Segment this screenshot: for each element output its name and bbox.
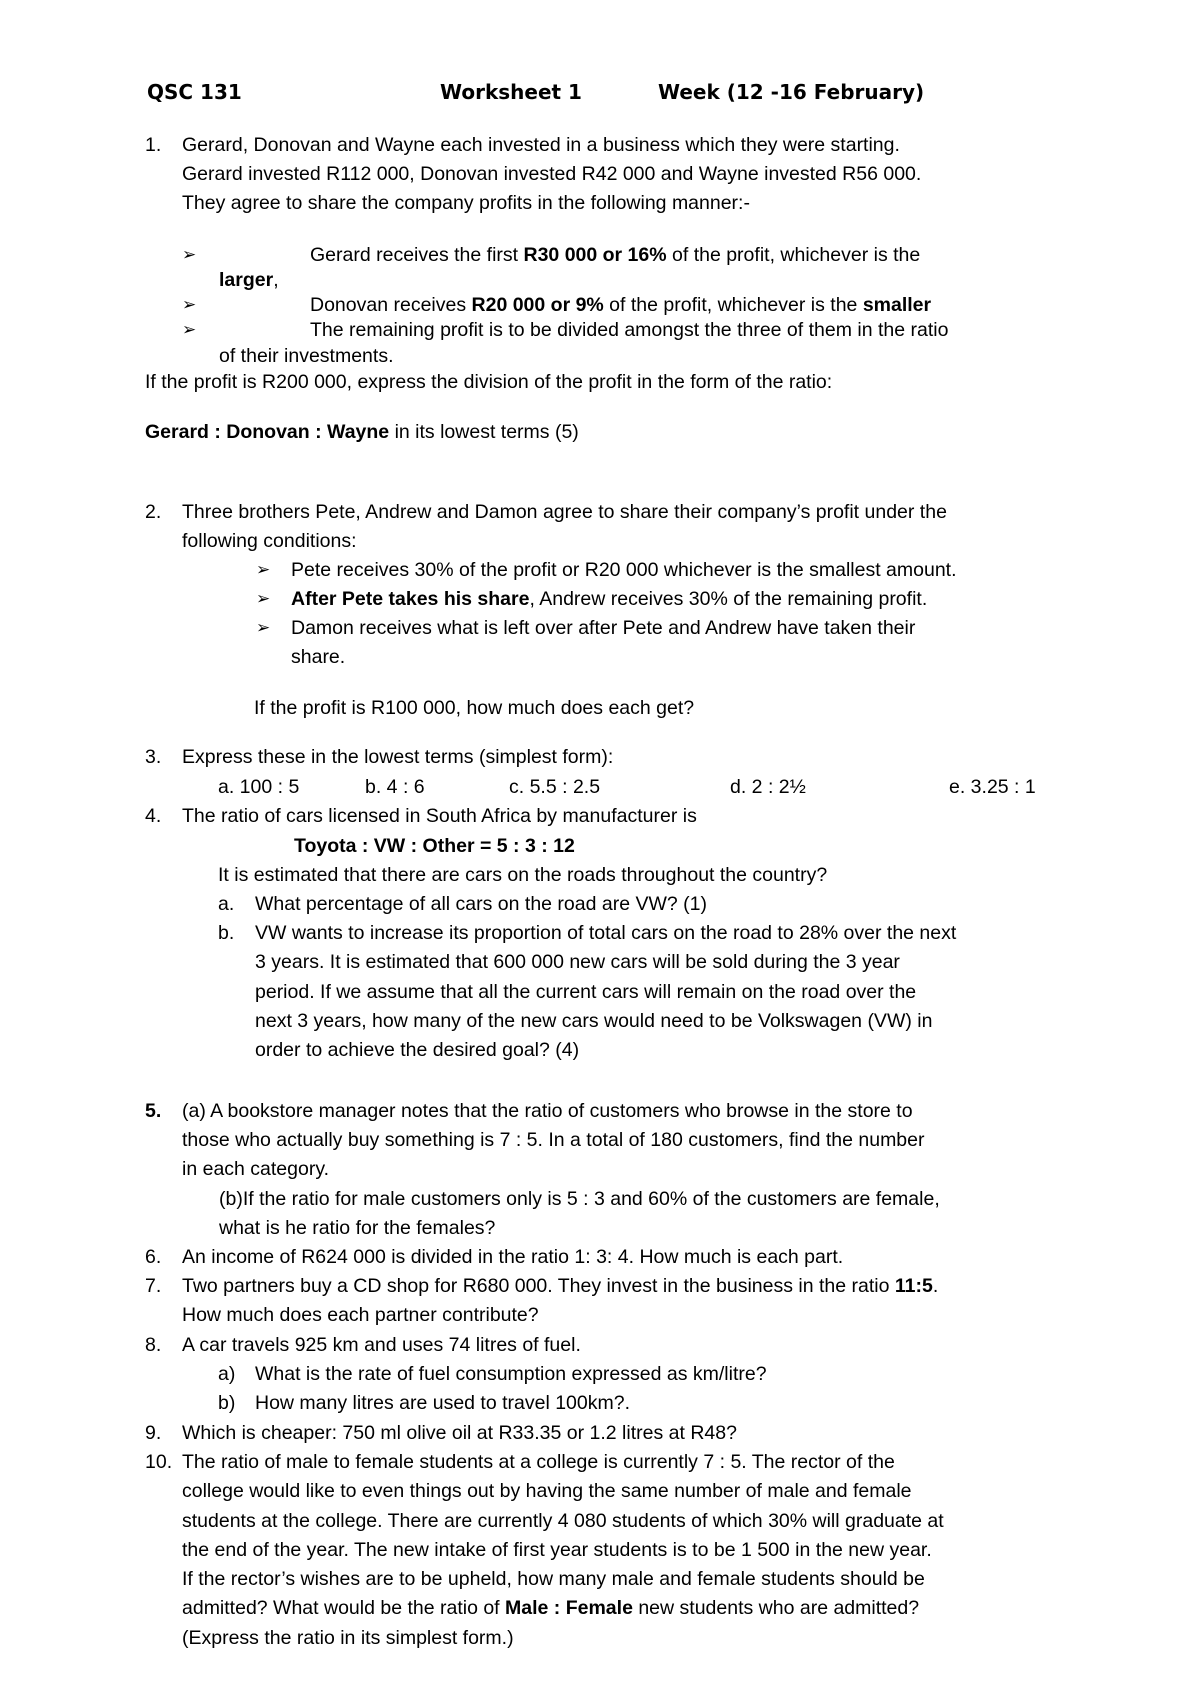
q3-item-e: e. 3.25 : 1: [949, 776, 1036, 798]
q5-a-line-1: (a) A bookstore manager notes that the ratio of customers who browse in the store to: [182, 1100, 913, 1122]
q8-number: 8.: [145, 1334, 162, 1356]
bullet-arrow-icon: ➢: [182, 245, 197, 264]
q8-b-text: How many litres are used to travel 100km?.: [255, 1392, 630, 1414]
q2-bullet-3: Damon receives what is left over after Pete and Andrew have taken their: [291, 617, 916, 639]
q1-b1-pre: Gerard receives the first: [310, 244, 524, 266]
q1-bullet-3-cont: of their investments.: [219, 345, 394, 367]
q4-number: 4.: [145, 805, 162, 827]
q9-number: 9.: [145, 1422, 162, 1444]
q10-line-2: college would like to even things out by having the same number of male and female: [182, 1480, 912, 1502]
q5-number: 5.: [145, 1100, 162, 1122]
q3-item-b: b. 4 : 6: [365, 776, 425, 798]
q4-ratio-pre: Toyota : VW : Other =: [294, 835, 497, 857]
q1-bullet-3: The remaining profit is to be divided amongst the three of them in the ratio: [310, 319, 949, 341]
q1-line-2: Gerard invested R112 000, Donovan invested R42 000 and Wayne invested R56 000.: [182, 163, 922, 185]
week-label: Week (12 -16 February): [658, 80, 925, 104]
q4-a-text: What percentage of all cars on the road are VW? (1): [255, 893, 707, 915]
q4-b-line-3: period. If we assume that all the current cars will remain on the road over the: [255, 981, 917, 1003]
q7-number: 7.: [145, 1275, 162, 1297]
q10-line-5: If the rector’s wishes are to be upheld, how many male and female students should be: [182, 1568, 925, 1590]
q4-text: The ratio of cars licensed in South Africa by manufacturer is: [182, 805, 697, 827]
q4-estimate: It is estimated that there are cars on the roads throughout the country?: [218, 864, 828, 886]
q1-bullet-2: [310, 294, 931, 317]
q6-text: An income of R624 000 is divided in the ratio 1: 3: 4. How much is each part.: [182, 1246, 844, 1268]
q10-l6-bold: Male : Female: [505, 1597, 633, 1619]
q1-ratio-bold: Gerard : Donovan : Wayne: [145, 421, 390, 443]
q1-b1-cont-bold: larger: [219, 269, 274, 291]
q2-bullet-3-cont: share.: [291, 646, 346, 668]
q5-b-line-1: (b)If the ratio for male customers only is 5 : 3 and 60% of the customers are female,: [219, 1188, 940, 1210]
q4-ratio-bold: 5 : 3 : 12: [496, 835, 575, 857]
q1-b2-bold: R20 000 or 9%: [471, 294, 604, 316]
q3-item-c: c. 5.5 : 2.5: [509, 776, 601, 798]
q2-bullet-2: [291, 588, 927, 611]
q4-b-line-4: next 3 years, how many of the new cars would need to be Volkswagen (VW) in: [255, 1010, 933, 1032]
q10-number: 10.: [145, 1451, 173, 1473]
q1-b2-mid: of the profit, whichever is the: [603, 294, 863, 316]
q10-line-1: The ratio of male to female students at a college is currently 7 : 5. The rector of the: [182, 1451, 895, 1473]
q8-text: A car travels 925 km and uses 74 litres of fuel.: [182, 1334, 581, 1356]
q4-b-line-1: VW wants to increase its proportion of total cars on the road to 28% over the next: [255, 922, 957, 944]
q2-b2-post: , Andrew receives 30% of the remaining profit.: [529, 588, 928, 610]
q2-ask: If the profit is R100 000, how much does each get?: [254, 697, 695, 719]
q3-item-a: a. 100 : 5: [218, 776, 300, 798]
q1-b1-post: of the profit, whichever is the: [666, 244, 921, 266]
q2-line-2: following conditions:: [182, 530, 357, 552]
q1-b2-bold-2: smaller: [862, 294, 932, 316]
q4-ratio: [294, 835, 575, 858]
q4-b-line-2: 3 years. It is estimated that 600 000 new cars will be sold during the 3 year: [255, 951, 900, 973]
q8-a-text: What is the rate of fuel consumption expressed as km/litre?: [255, 1363, 767, 1385]
q1-ratio-post: in its lowest terms (5): [389, 421, 579, 443]
bullet-arrow-icon: ➢: [256, 618, 271, 637]
q2-line-1: Three brothers Pete, Andrew and Damon agree to share their company’s profit under the: [182, 501, 947, 523]
bullet-arrow-icon: ➢: [256, 560, 271, 579]
q1-number: 1.: [145, 134, 162, 156]
q1-line-1: Gerard, Donovan and Wayne each invested in a business which they were starting.: [182, 134, 900, 156]
bullet-arrow-icon: ➢: [182, 295, 197, 314]
q9-text: Which is cheaper: 750 ml olive oil at R33.35 or 1.2 litres at R48?: [182, 1422, 737, 1444]
bullet-arrow-icon: ➢: [182, 320, 197, 339]
q7-line-1: [182, 1275, 938, 1298]
q1-bullet-1-cont: [219, 269, 279, 292]
q7-post: .: [932, 1275, 939, 1297]
course-code: QSC 131: [147, 80, 242, 104]
q10-line-6: [182, 1597, 919, 1620]
q8-a-label: a): [218, 1363, 236, 1385]
q3-number: 3.: [145, 746, 162, 768]
q6-number: 6.: [145, 1246, 162, 1268]
q3-item-d: d. 2 : 2½: [730, 776, 806, 798]
q4-a-label: a.: [218, 893, 235, 915]
q1-b1-bold: R30 000 or 16%: [523, 244, 667, 266]
q1-ask: If the profit is R200 000, express the division of the profit in the form of the ratio:: [145, 371, 833, 393]
q4-b-line-5: order to achieve the desired goal? (4): [255, 1039, 580, 1061]
q10-l6-post: new students who are admitted?: [632, 1597, 920, 1619]
q3-text: Express these in the lowest terms (simplest form):: [182, 746, 614, 768]
q1-line-3: They agree to share the company profits in the following manner:-: [182, 192, 750, 214]
q1-b2-pre: Donovan receives: [310, 294, 472, 316]
q1-b1-cont-post: ,: [273, 269, 279, 291]
q1-ratio: [145, 421, 579, 444]
q10-line-3: students at the college. There are currently 4 080 students of which 30% will graduate at: [182, 1510, 944, 1532]
q5-a-line-3: in each category.: [182, 1158, 330, 1180]
q10-l6-pre: admitted? What would be the ratio of: [182, 1597, 506, 1619]
q7-bold: 11:5: [894, 1275, 933, 1297]
q2-b2-bold: After Pete takes his share: [291, 588, 530, 610]
q5-b-line-2: what is he ratio for the females?: [219, 1217, 496, 1239]
q8-b-label: b): [218, 1392, 236, 1414]
worksheet-title: Worksheet 1: [440, 80, 582, 104]
bullet-arrow-icon: ➢: [256, 589, 271, 608]
q2-bullet-1: Pete receives 30% of the profit or R20 000 whichever is the smallest amount.: [291, 559, 957, 581]
q2-number: 2.: [145, 501, 162, 523]
q10-line-4: the end of the year. The new intake of first year students is to be 1 500 in the new year.: [182, 1539, 932, 1561]
q4-b-label: b.: [218, 922, 235, 944]
q7-pre: Two partners buy a CD shop for R680 000. They invest in the business in the ratio: [182, 1275, 895, 1297]
q10-line-7: (Express the ratio in its simplest form.): [182, 1627, 514, 1649]
q1-bullet-1: [310, 244, 920, 267]
q5-a-line-2: those who actually buy something is 7 : 5. In a total of 180 customers, find the number: [182, 1129, 925, 1151]
q7-line-2: How much does each partner contribute?: [182, 1304, 539, 1326]
